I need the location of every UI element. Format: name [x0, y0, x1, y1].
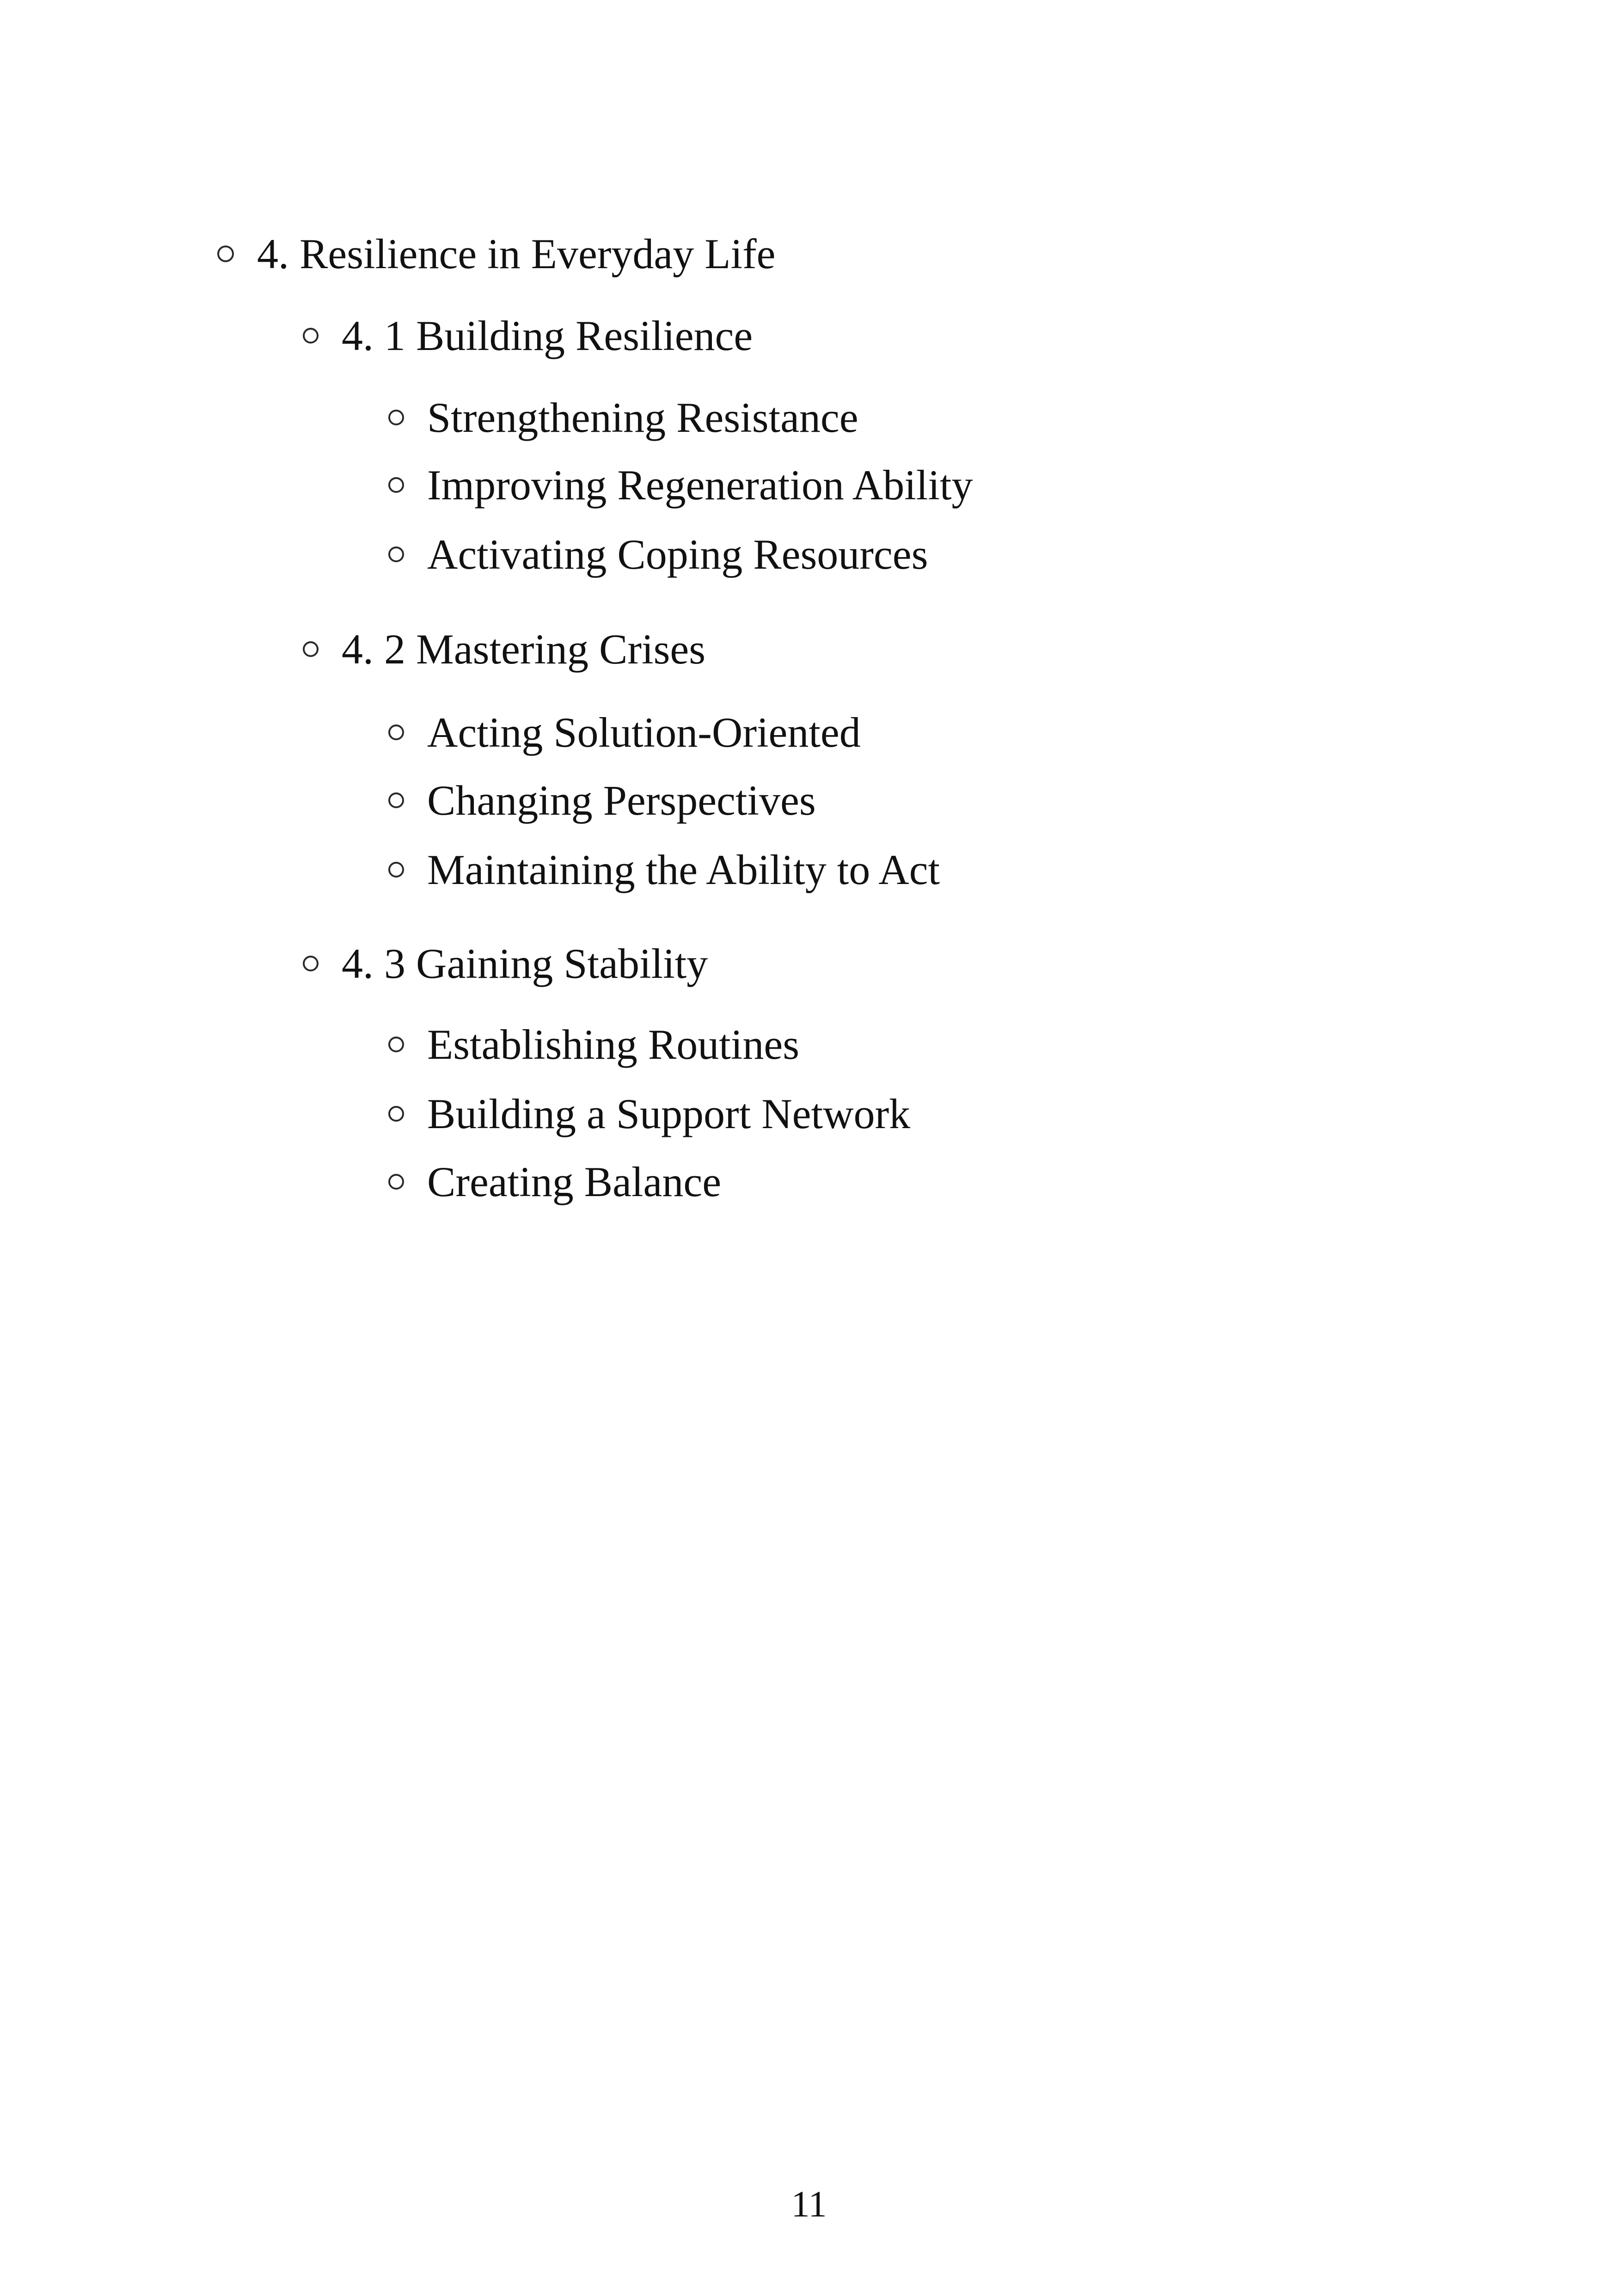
list-item-text: Maintaining the Ability to Act [427, 846, 940, 893]
outline-list-item [388, 711, 861, 754]
list-item-text: Creating Balance [427, 1158, 722, 1205]
hollow-circle-bullet-icon [388, 1037, 404, 1052]
subsection-title: 4. 3 Gaining Stability [342, 940, 708, 987]
hollow-circle-bullet-icon [388, 1106, 404, 1122]
outline-list-item [388, 848, 940, 891]
hollow-circle-bullet-icon [303, 328, 319, 344]
hollow-circle-bullet-icon [303, 641, 319, 657]
outline-list-item [388, 1090, 911, 1137]
list-item-text: Establishing Routines [427, 1021, 799, 1068]
page-number: 11 [791, 2184, 827, 2225]
outline-list-item [388, 533, 928, 576]
hollow-circle-bullet-icon [388, 792, 404, 808]
hollow-circle-bullet-icon [388, 477, 404, 493]
list-item-text: Acting Solution-Oriented [427, 709, 861, 756]
hollow-circle-bullet-icon [388, 862, 404, 878]
hollow-circle-bullet-icon [388, 546, 404, 562]
list-item-text: Strengthening Resistance [427, 394, 858, 441]
list-item-text: Changing Perspectives [427, 777, 816, 824]
hollow-circle-bullet-icon [303, 956, 319, 971]
subsection-title: 4. 2 Mastering Crises [342, 626, 706, 673]
section-title: 4. Resilience in Everyday Life [257, 230, 776, 277]
outline-list-item [388, 1023, 799, 1066]
outline-list-item [388, 1160, 721, 1203]
hollow-circle-bullet-icon [388, 410, 404, 425]
hollow-circle-bullet-icon [388, 724, 404, 740]
outline-list-item [388, 461, 973, 509]
outline-subsection-heading [303, 942, 708, 985]
subsection-title: 4. 1 Building Resilience [342, 312, 753, 359]
outline-list-item [388, 779, 816, 822]
outline-subsection-heading [303, 314, 753, 357]
hollow-circle-bullet-icon [217, 246, 234, 262]
list-item-text: Activating Coping Resources [427, 531, 928, 578]
outline-subsection-heading [303, 626, 706, 673]
outline-list-item [388, 396, 858, 439]
hollow-circle-bullet-icon [388, 1174, 404, 1190]
list-item-text: Building a Support Network [427, 1090, 911, 1137]
outline-section-heading [217, 230, 776, 277]
list-item-text: Improving Regeneration Ability [427, 461, 973, 509]
